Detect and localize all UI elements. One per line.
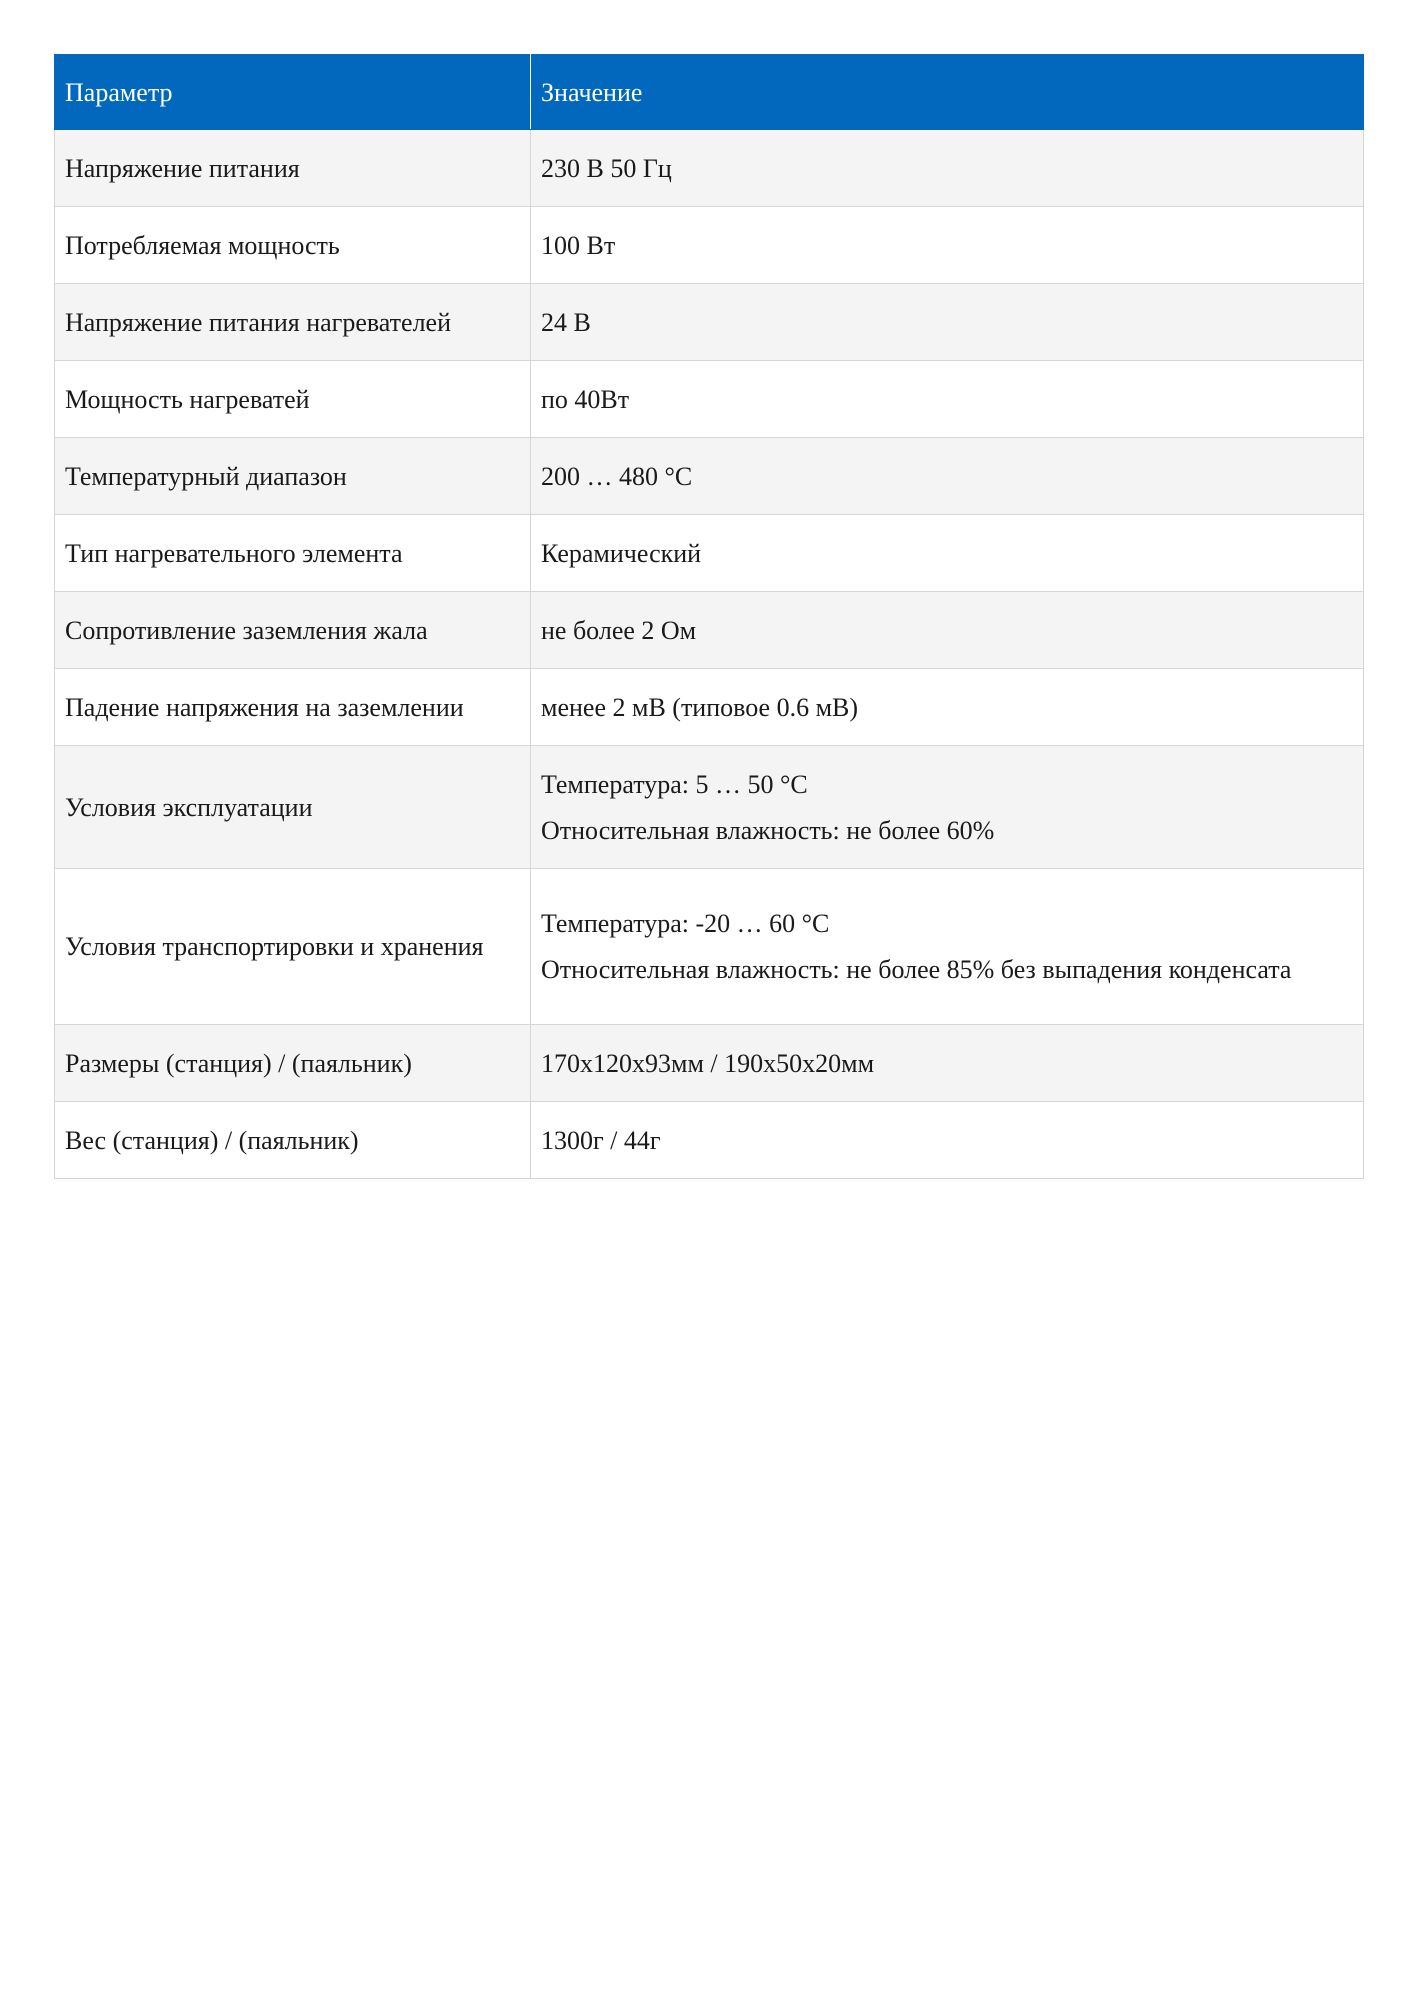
param-cell: Напряжение питания нагревателей [55,284,531,361]
column-header-param: Параметр [55,55,531,130]
table-row [55,869,1364,1025]
value-line: 1300г / 44г [541,1125,661,1155]
value-cell [531,361,1364,438]
value-cell [531,207,1364,284]
value-cell [531,746,1364,869]
value-line: 24 В [541,307,591,337]
param-cell: Падение напряжения на заземлении [55,669,531,746]
param-cell: Тип нагревательного элемента [55,515,531,592]
table-row [55,1025,1364,1102]
column-header-value: Значение [531,55,1364,130]
table-body [55,130,1364,1179]
value-line: 200 … 480 °C [541,461,693,491]
value-line: 100 Вт [541,230,616,260]
param-cell: Условия эксплуатации [55,746,531,869]
value-line: менее 2 мВ (типовое 0.6 мВ) [541,692,859,722]
value-cell [531,438,1364,515]
specifications-table [54,54,1364,1179]
value-line: Керамический [541,538,702,568]
value-line: Температура: -20 … 60 °C [541,909,830,938]
value-line: Относительная влажность: не более 60% [541,815,995,845]
param-cell: Вес (станция) / (паяльник) [55,1102,531,1179]
param-cell: Температурный диапазон [55,438,531,515]
value-cell [531,1025,1364,1102]
value-cell [531,669,1364,746]
table-header-row [55,55,1364,130]
table-row [55,515,1364,592]
table-row [55,207,1364,284]
value-cell [531,869,1364,1025]
table-header [55,55,1364,130]
param-cell: Напряжение питания [55,130,531,207]
param-cell: Сопротивление заземления жала [55,592,531,669]
value-line: 230 В 50 Гц [541,153,672,183]
value-cell [531,515,1364,592]
param-cell: Условия транспортировки и хранения [55,869,531,1025]
table-row [55,361,1364,438]
value-line: не более 2 Ом [541,615,697,645]
value-line: Температура: 5 … 50 °C [541,769,808,799]
table-row [55,746,1364,869]
value-line: Относительная влажность: не более 85% без выпадения конденсата [541,955,1292,984]
param-cell: Размеры (станция) / (паяльник) [55,1025,531,1102]
table-row [55,592,1364,669]
param-cell: Мощность нагреватей [55,361,531,438]
value-cell [531,284,1364,361]
value-cell [531,592,1364,669]
table-row [55,669,1364,746]
table-row [55,438,1364,515]
param-cell: Потребляемая мощность [55,207,531,284]
value-line: по 40Вт [541,384,630,414]
value-line: 170x120x93мм / 190x50x20мм [541,1048,875,1078]
table-row [55,1102,1364,1179]
value-cell [531,130,1364,207]
table-row [55,130,1364,207]
table-row [55,284,1364,361]
value-cell [531,1102,1364,1179]
